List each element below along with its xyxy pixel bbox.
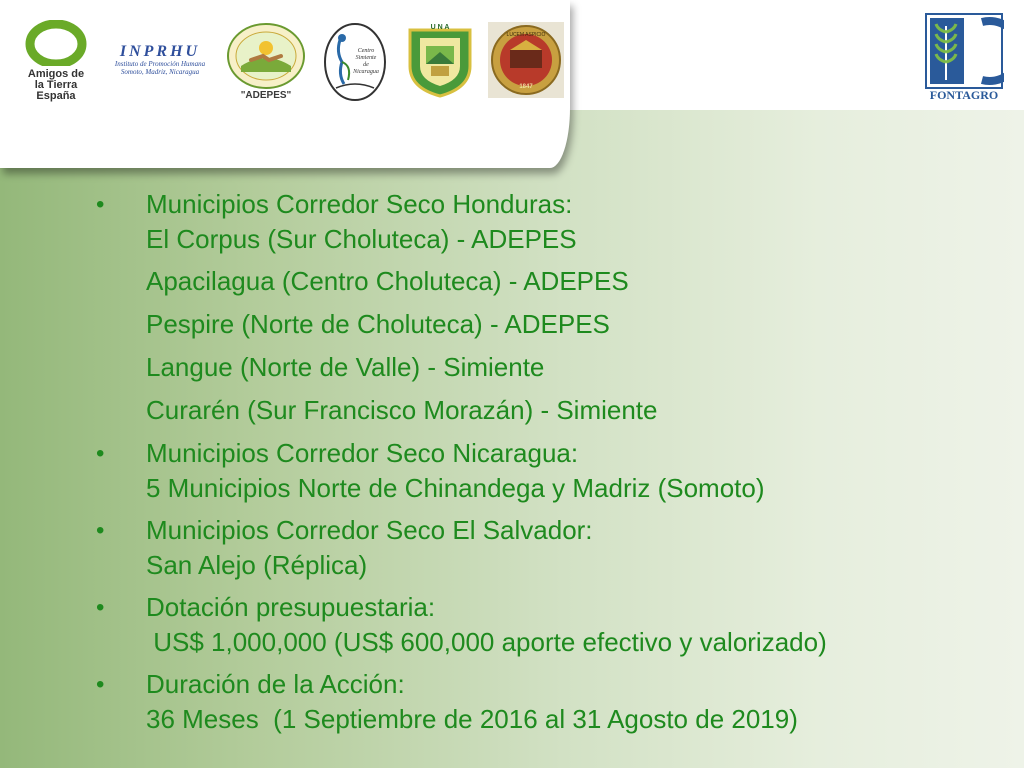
bullet-line: San Alejo (Réplica) xyxy=(146,550,368,580)
fontagro-label: FONTAGRO xyxy=(929,88,999,102)
bullet-line: Apacilagua (Centro Choluteca) - ADEPES xyxy=(146,266,629,296)
bullet-line: Municipios Corredor Seco El Salvador: xyxy=(146,515,593,545)
bullet-dot: • xyxy=(96,594,105,621)
simiente-text4: Nicaragua xyxy=(353,69,379,75)
bullet-line: Municipios Corredor Seco Nicaragua: xyxy=(146,438,579,468)
bullet-dot: • xyxy=(96,440,105,467)
fontagro-logo xyxy=(924,12,1004,102)
bullet-line: US$ 1,000,000 (US$ 600,000 aporte efectivo y valorizado) xyxy=(146,627,827,657)
lucem-aspicio-logo xyxy=(488,22,564,98)
amigos-line2: la Tierra xyxy=(34,79,78,91)
inprhu-title: INPRHU xyxy=(119,43,201,60)
inprhu-subtitle2: Somoto, Madriz, Nicaragua xyxy=(120,68,200,76)
bullet-line: Municipios Corredor Seco Honduras: xyxy=(146,189,573,219)
simiente-text3: de xyxy=(363,62,369,68)
amigos-de-la-tierra-logo xyxy=(12,20,100,102)
bullet-line: Langue (Norte de Valle) - Simiente xyxy=(146,352,545,382)
amigos-line3: España xyxy=(36,90,76,102)
bullet-item xyxy=(92,436,992,506)
bullet-line: 5 Municipios Norte de Chinandega y Madriz (Somoto) xyxy=(146,473,765,503)
bullet-dot: • xyxy=(96,517,105,544)
bullet-line: Pespire (Norte de Choluteca) - ADEPES xyxy=(146,309,610,339)
content-bullet-list xyxy=(92,187,992,744)
lucem-top-text: LUCEM ASPICIO xyxy=(506,32,546,38)
una-logo xyxy=(404,22,476,98)
bullet-line: Curarén (Sur Francisco Morazán) - Simiente xyxy=(146,395,658,425)
bullet-continuation xyxy=(92,264,992,299)
simiente-text2: Simiente xyxy=(355,55,377,61)
bullet-item xyxy=(92,667,992,737)
bullet-continuation xyxy=(92,307,992,342)
simiente-text1: Centro xyxy=(357,48,375,54)
bullet-line: El Corpus (Sur Choluteca) - ADEPES xyxy=(146,224,577,254)
bullet-item xyxy=(92,187,992,257)
adepes-logo xyxy=(223,22,309,102)
bullet-line: Duración de la Acción: xyxy=(146,669,405,699)
partner-logos-panel xyxy=(0,0,570,168)
amigos-line1: Amigos de xyxy=(27,68,85,80)
bullet-dot: • xyxy=(96,191,105,218)
inprhu-subtitle1: Instituto de Promoción Humana xyxy=(114,60,206,68)
bullet-dot: • xyxy=(96,671,105,698)
bullet-continuation xyxy=(92,350,992,385)
lucem-year: 1847 xyxy=(519,84,533,90)
simiente-logo xyxy=(322,22,388,102)
bullet-item xyxy=(92,590,992,660)
inprhu-logo xyxy=(108,40,216,80)
bullet-continuation xyxy=(92,393,992,428)
una-top-text: U N A xyxy=(430,24,450,31)
bullet-line: 36 Meses (1 Septiembre de 2016 al 31 Agosto de 2019) xyxy=(146,704,798,734)
bullet-line: Dotación presupuestaria: xyxy=(146,592,436,622)
adepes-label: "ADEPES" xyxy=(240,90,292,101)
bullet-item xyxy=(92,513,992,583)
